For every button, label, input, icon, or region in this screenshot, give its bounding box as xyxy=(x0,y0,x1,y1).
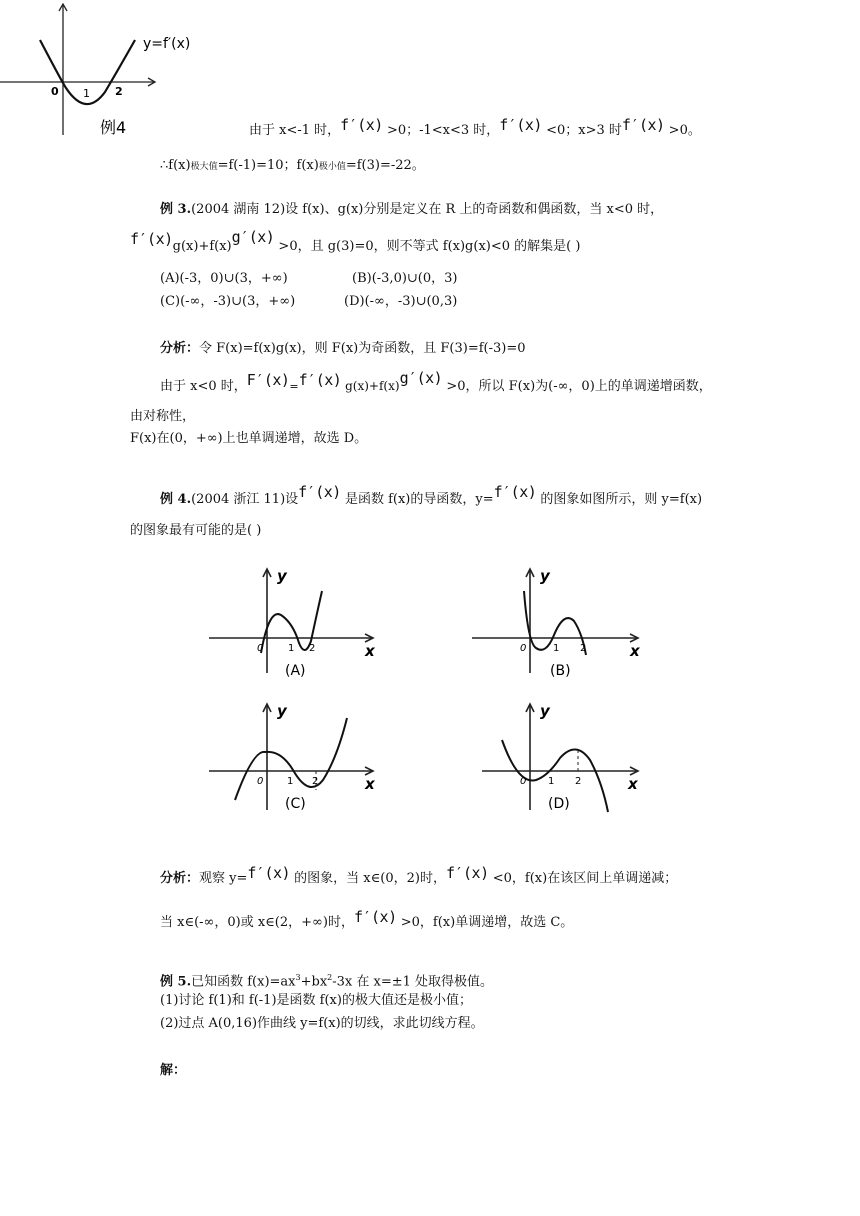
example-4-analysis-line1 xyxy=(160,864,678,888)
derivative-graph-figure xyxy=(0,0,240,140)
f-prime-x: f′(x) xyxy=(499,116,542,134)
graph-caption: (D) xyxy=(548,796,570,812)
x-label: x xyxy=(365,642,375,660)
graph-caption: (B) xyxy=(550,663,571,679)
f-prime-x: f′(x) xyxy=(298,483,341,501)
tick-2: 2 xyxy=(575,776,582,787)
text: 当 x∈(-∞，0)或 x∈(2，+∞)时， xyxy=(160,915,354,930)
x-label: x xyxy=(628,775,638,793)
graph-caption: (C) xyxy=(285,796,306,812)
text: <0；x>3 时 xyxy=(541,123,622,138)
text: 由于 x<0 时， xyxy=(160,379,247,394)
example-5-question-1: (1)讨论 f(1)和 f(-1)是函数 f(x)的极大值还是极小值； xyxy=(160,993,472,1008)
example-3-stem xyxy=(160,201,663,219)
text: 的图象如图所示，则 y=f(x) xyxy=(536,492,703,507)
x-label: x xyxy=(365,775,375,793)
origin-label: 0 xyxy=(520,776,527,787)
option-b: (B)(-3,0)∪(0，3) xyxy=(352,271,458,286)
f-prime-x: f′(x) xyxy=(298,371,342,389)
text: >0，f(x)单调递增，故选 C。 xyxy=(396,915,574,930)
superscript: 2 xyxy=(327,973,333,982)
curve-label: y=f′(x) xyxy=(143,36,191,52)
analysis-label: 分析： xyxy=(160,871,200,886)
text: = xyxy=(289,380,299,393)
x-label: x xyxy=(630,642,640,660)
example-5-solution-label: 解： xyxy=(160,1063,187,1078)
text: ∴f(x) xyxy=(160,158,191,173)
text-line-extrema xyxy=(160,157,425,176)
tick-2: 2 xyxy=(312,776,319,787)
text: <0，f(x)在该区间上单调递减； xyxy=(488,871,678,886)
origin-label: 0 xyxy=(257,776,264,787)
tick-2: 2 xyxy=(309,643,316,654)
tick-0: 0 xyxy=(51,85,59,98)
text: 是函数 f(x)的导函数，y= xyxy=(340,492,494,507)
g-prime-x: g′(x) xyxy=(231,228,275,246)
tick-1: 1 xyxy=(553,643,560,654)
text: =f(-1)=10；f(x) xyxy=(217,158,319,173)
option-graph-b xyxy=(468,563,648,688)
example-title: 例 4. xyxy=(160,492,192,507)
example-4-stem xyxy=(160,483,703,509)
f-prime-x: f′(x) xyxy=(247,864,291,882)
f-prime-x: f′(x) xyxy=(445,864,489,882)
example-5-question-2: (2)过点 A(0,16)作曲线 y=f(x)的切线，求此切线方程。 xyxy=(160,1016,484,1031)
option-c: (C)(-∞，-3)∪(3，+∞) xyxy=(160,294,296,309)
f-prime-x: f′(x) xyxy=(340,116,383,134)
text: 观察 y= xyxy=(199,871,248,886)
example-4-analysis-line2 xyxy=(160,908,574,932)
example-5-stem xyxy=(160,969,493,991)
f-prime-x: f′(x) xyxy=(353,908,397,926)
origin-label: 0 xyxy=(257,643,264,654)
text: 由于 x<-1 时， xyxy=(249,123,341,138)
y-label: y xyxy=(277,702,287,720)
example-3-analysis-line4: F(x)在(0，+∞)上也单调递增，故选 D。 xyxy=(130,431,368,446)
f-prime-x: f′(x) xyxy=(493,483,537,501)
text: >0，且 g(3)=0，则不等式 f(x)g(x)<0 的解集是( ) xyxy=(274,239,581,254)
analysis-label: 分析： xyxy=(160,341,200,356)
text: (2004 湖南 12)设 f(x)、g(x)分别是定义在 R 上的奇函数和偶函数，当 x<0 时， xyxy=(191,202,664,217)
example-3-condition xyxy=(130,228,581,256)
origin-label: 0 xyxy=(520,643,527,654)
f-prime-x: f′(x) xyxy=(130,230,173,248)
function-curve xyxy=(235,718,347,800)
option-graph-a xyxy=(205,563,380,688)
y-label: y xyxy=(277,567,287,585)
option-a: (A)(-3，0)∪(3，+∞) xyxy=(160,271,288,286)
tick-1: 1 xyxy=(287,776,294,787)
text: >0；-1<x<3 时， xyxy=(382,123,500,138)
example-3-analysis-line2 xyxy=(160,369,712,396)
F-prime-x: F′(x) xyxy=(246,371,290,389)
text: 的图象，当 x∈(0，2)时， xyxy=(290,871,446,886)
tick-1: 1 xyxy=(83,87,90,100)
text-line-sign-analysis xyxy=(249,116,701,140)
y-label: y xyxy=(540,702,550,720)
superscript: 3 xyxy=(295,973,301,982)
text: 已知函数 f(x)=ax xyxy=(191,974,296,990)
text: +bx xyxy=(300,974,328,990)
text: -3x 在 x=±1 处取得极值。 xyxy=(332,974,494,990)
text: (2004 浙江 11)设 xyxy=(191,492,299,507)
graph-caption: (A) xyxy=(285,663,306,679)
text: g(x)+f(x) xyxy=(341,379,400,393)
tick-2: 2 xyxy=(115,85,123,98)
text: =f(3)=-22。 xyxy=(345,158,425,173)
tick-2: 2 xyxy=(580,643,587,654)
example-3-analysis xyxy=(160,340,526,358)
example-title: 例 3. xyxy=(160,202,192,217)
f-prime-x: f′(x) xyxy=(621,116,665,134)
text: >0。 xyxy=(664,123,701,138)
y-label: y xyxy=(540,567,550,585)
g-prime-x: g′(x) xyxy=(399,369,443,387)
text: g(x)+f(x) xyxy=(172,239,232,254)
example-title: 例 5. xyxy=(160,974,192,990)
figure-caption: 例4 xyxy=(100,118,127,137)
tick-1: 1 xyxy=(548,776,555,787)
option-graph-c xyxy=(205,700,380,825)
example-4-stem-line2: 的图象最有可能的是( ) xyxy=(130,523,262,538)
subscript: 极大值 xyxy=(190,162,218,172)
text: 令 F(x)=f(x)g(x)，则 F(x)为奇函数，且 F(3)=f(-3)=0 xyxy=(199,341,526,356)
tick-1: 1 xyxy=(288,643,295,654)
text: >0，所以 F(x)为(-∞，0)上的单调递增函数， xyxy=(442,379,712,394)
option-graph-d xyxy=(478,700,653,825)
example-3-analysis-line3: 由对称性， xyxy=(130,409,196,424)
option-d: (D)(-∞，-3)∪(0,3) xyxy=(344,294,458,309)
subscript: 极小值 xyxy=(318,162,346,172)
